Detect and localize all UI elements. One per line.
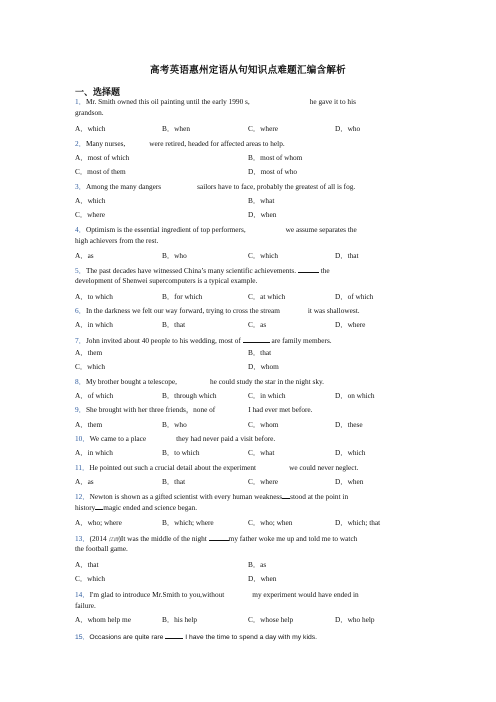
- option-d: D．which: [335, 448, 366, 457]
- question-15: [75, 631, 317, 643]
- question-6: [75, 306, 360, 316]
- question-text: Newton is shown as a gifted scientist with every human weakness: [89, 492, 283, 501]
- question-2: [75, 139, 285, 149]
- option-b: B．when: [162, 124, 190, 133]
- question-number: 15．: [75, 634, 90, 641]
- question-text: Among the many dangers: [85, 182, 162, 191]
- option-d: D．where: [335, 320, 366, 329]
- answer-blank: [282, 491, 290, 499]
- question-1: [75, 97, 356, 107]
- option-d: D．when: [248, 574, 277, 583]
- option-d: D．that: [335, 251, 359, 260]
- option-d: D．when: [335, 477, 364, 486]
- option-a: A．them: [75, 348, 103, 357]
- question-text: I'm glad to introduce Mr.Smith to you,without: [89, 590, 225, 599]
- question-number: 7．: [75, 336, 86, 345]
- question-text: John invited about 40 people to his wedding, most of: [85, 336, 241, 345]
- question-text: The past decades have witnessed China’s many scientific achievements.: [85, 266, 297, 275]
- question-continuation-b: magic ended and science began.: [103, 503, 198, 512]
- question-text-tail: I have the time to spend a day with my kids.: [185, 634, 318, 641]
- option-b: B．that: [248, 348, 272, 357]
- option-d: D．when: [248, 210, 277, 219]
- option-b: B．through which: [162, 391, 217, 400]
- option-a: A．them: [75, 420, 103, 429]
- question-11: [75, 463, 358, 473]
- question-9: [75, 405, 312, 415]
- question-continuation-a: history: [75, 503, 96, 512]
- question-number: 14．: [75, 590, 90, 599]
- option-c: C．where: [248, 477, 278, 486]
- question-text: My brother bought a telescope,: [85, 377, 177, 386]
- option-c: C．which: [75, 574, 105, 583]
- question-text-tail: they had never paid a visit before.: [176, 434, 276, 443]
- question-number: 10．: [75, 434, 90, 443]
- option-a: A．as: [75, 477, 94, 486]
- option-c: C．as: [248, 320, 267, 329]
- question-number: 9．: [75, 405, 86, 414]
- option-b: B．who: [162, 251, 187, 260]
- option-c: C．most of them: [75, 167, 126, 176]
- option-b: B．to which: [162, 448, 200, 457]
- question-text-tail: sailors have to face, probably the greatest of all is fog.: [197, 182, 356, 191]
- question-continuation: development of Shenwei supercomputers is a typical example.: [75, 276, 258, 285]
- option-b: B．as: [248, 560, 267, 569]
- option-c: C．which: [75, 362, 105, 371]
- option-a: A．most of which: [75, 153, 130, 162]
- option-c: C．whom: [248, 420, 279, 429]
- option-d: D．which; that: [335, 518, 381, 527]
- option-d: D．of which: [335, 292, 374, 301]
- option-c: C．where: [75, 210, 105, 219]
- question-number: 8．: [75, 377, 86, 386]
- question-10: [75, 434, 275, 444]
- option-a: A．which: [75, 196, 106, 205]
- option-c: C．whose help: [248, 615, 294, 624]
- option-c: C．at which: [248, 292, 286, 301]
- question-source: 江西: [108, 538, 119, 543]
- question-number: 1．: [75, 97, 86, 106]
- question-5: [75, 265, 330, 276]
- question-text: Occasions are quite rare: [89, 634, 164, 641]
- question-text-tail: stood at the point in: [290, 492, 349, 501]
- question-text: Many nurses,: [85, 139, 126, 148]
- question-continuation: the football game.: [75, 544, 128, 553]
- section-heading: 一、选择题: [75, 87, 121, 97]
- option-a: A．in which: [75, 448, 113, 457]
- option-a: A．who; where: [75, 518, 122, 527]
- option-c: C．in which: [248, 391, 286, 400]
- answer-blank: [209, 533, 229, 541]
- option-a: A．to which: [75, 292, 113, 301]
- question-continuation: high achievers from the rest.: [75, 236, 159, 245]
- question-4: [75, 225, 357, 235]
- question-number: 6．: [75, 306, 86, 315]
- option-d: D．whom: [248, 362, 279, 371]
- question-3: [75, 182, 355, 192]
- question-text-tail: he gave it to his: [309, 97, 356, 106]
- question-number: 12．: [75, 492, 90, 501]
- option-b: B．that: [162, 477, 186, 486]
- option-b: B．that: [162, 320, 186, 329]
- question-8: [75, 377, 324, 387]
- question-text-tail: my father woke me up and told me to watch: [228, 534, 358, 543]
- question-text-tail: we could never neglect.: [289, 463, 359, 472]
- question-text-tail: I had ever met before.: [248, 405, 313, 414]
- question-number: 4．: [75, 225, 86, 234]
- question-text-tail: are family members.: [271, 336, 332, 345]
- option-d: D．who: [335, 124, 361, 133]
- option-b: B．his help: [162, 615, 198, 624]
- option-a: A．whom help me: [75, 615, 131, 624]
- question-number: 11．: [75, 463, 90, 472]
- option-b: B．who: [162, 420, 187, 429]
- option-d: D．on which: [335, 391, 375, 400]
- question-text: We came to a place: [89, 434, 147, 443]
- option-d: D．these: [335, 420, 363, 429]
- option-a: A．of which: [75, 391, 114, 400]
- option-a: A．that: [75, 560, 99, 569]
- question-text: )It was the middle of the night: [118, 534, 207, 543]
- option-b: B．for which: [162, 292, 203, 301]
- option-c: C．who; when: [248, 518, 293, 527]
- option-a: A．in which: [75, 320, 113, 329]
- option-b: B．most of whom: [248, 153, 303, 162]
- question-continuation: grandson.: [75, 108, 104, 117]
- question-text-tail: he could study the star in the night sky.: [209, 377, 324, 386]
- question-continuation: [75, 502, 197, 513]
- question-14: [75, 590, 359, 600]
- question-text: He pointed out such a crucial detail about the experiment: [89, 463, 257, 472]
- option-c: C．which: [248, 251, 278, 260]
- option-a: A．which: [75, 124, 106, 133]
- question-text-tail: my experiment would have ended in: [252, 590, 359, 599]
- question-number: 5．: [75, 266, 86, 275]
- question-number: 13．: [75, 534, 90, 543]
- answer-blank: [165, 631, 183, 639]
- question-7: [75, 335, 332, 346]
- option-b: B．what: [248, 196, 275, 205]
- answer-blank: [298, 265, 319, 273]
- question-text-tail: the: [320, 266, 330, 275]
- question-number: 2．: [75, 139, 86, 148]
- question-text: Mr. Smith owned this oil painting until the early 1990 s,: [85, 97, 250, 106]
- question-text-tail: were retired, headed for affected areas to help.: [149, 139, 285, 148]
- question-text-tail: we assume separates the: [285, 225, 357, 234]
- question-text: She brought with her three friends，none of: [85, 405, 216, 414]
- question-year: (2014: [89, 534, 107, 543]
- question-text: In the darkness we felt our way forward, trying to cross the stream: [85, 306, 280, 315]
- question-12: [75, 491, 348, 502]
- option-d: D．most of who: [248, 167, 298, 176]
- option-a: A．as: [75, 251, 94, 260]
- question-text-tail: it was shallowest.: [307, 306, 360, 315]
- option-d: D．who help: [335, 615, 375, 624]
- page-title: 高考英语惠州定语从句知识点难题汇编含解析: [149, 66, 346, 76]
- question-continuation: failure.: [75, 601, 96, 610]
- answer-blank: [243, 335, 270, 343]
- question-number: 3．: [75, 182, 86, 191]
- option-c: C．where: [248, 124, 278, 133]
- question-text: Optimism is the essential ingredient of top performers,: [85, 225, 246, 234]
- option-b: B．which; where: [162, 518, 214, 527]
- option-c: C．what: [248, 448, 275, 457]
